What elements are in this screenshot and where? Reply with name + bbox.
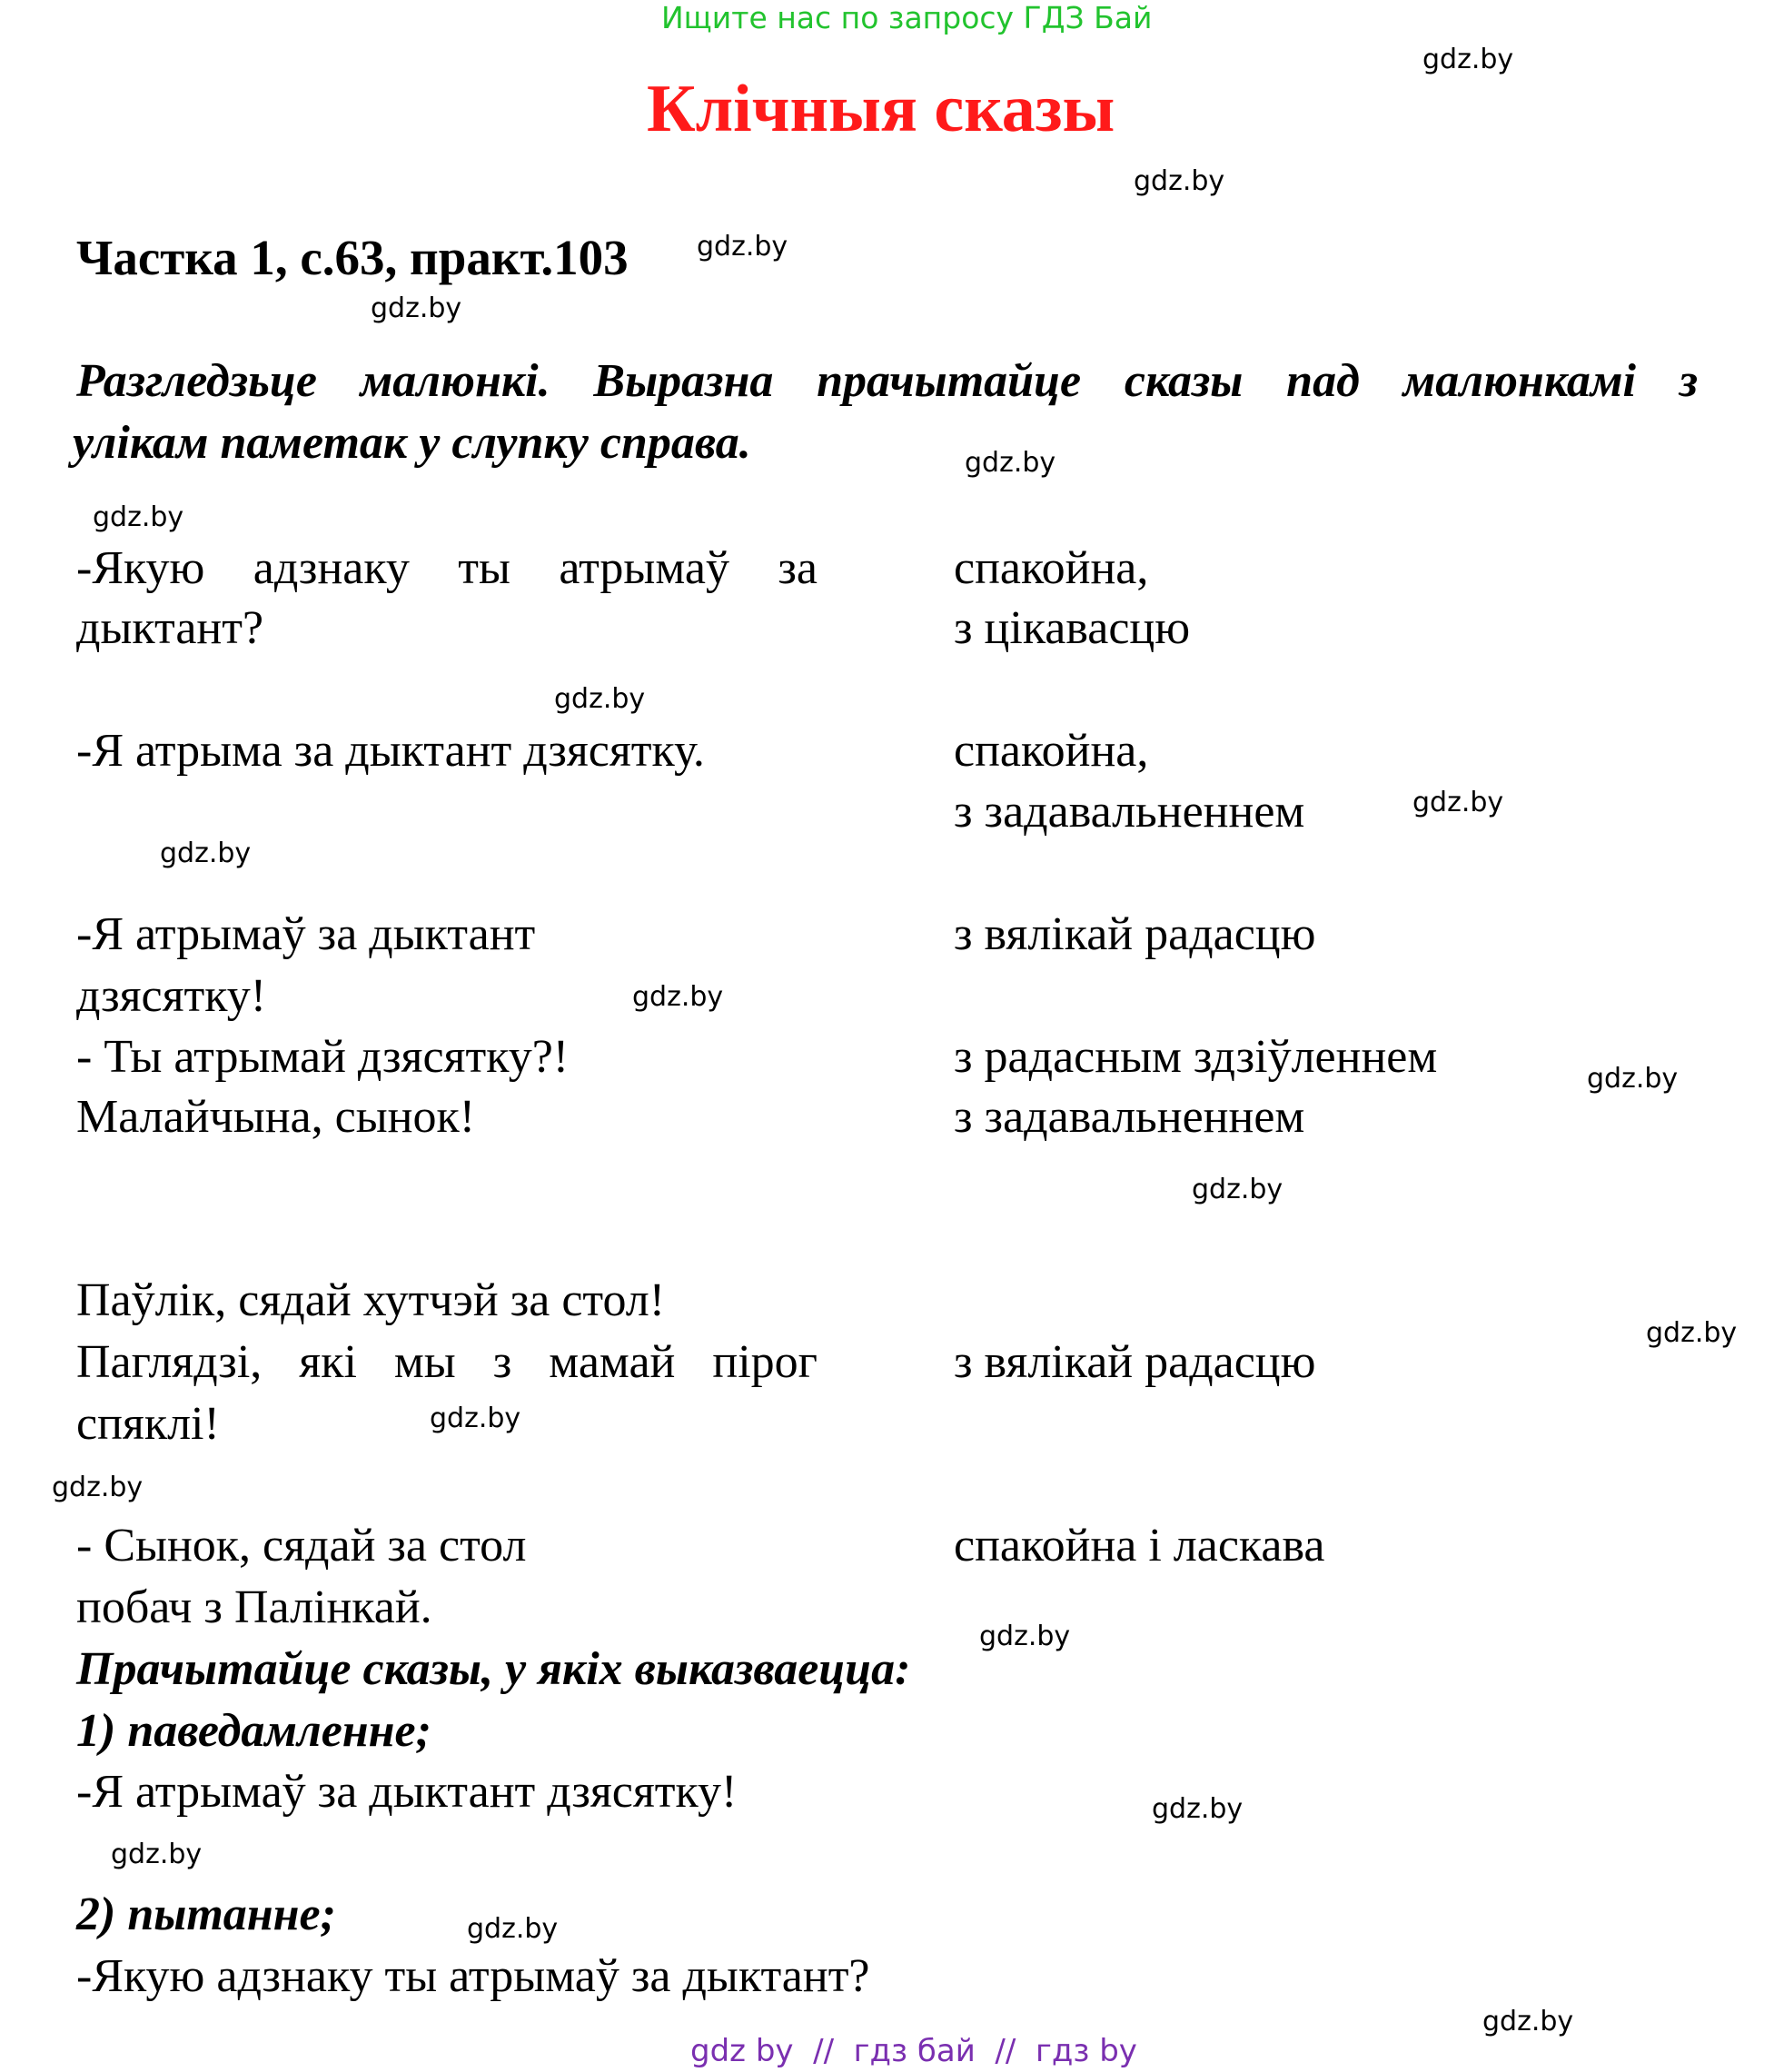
watermark: gdz.by xyxy=(979,1621,1071,1652)
task2-item1-label: 1) паведамленне; xyxy=(76,1705,431,1757)
watermark: gdz.by xyxy=(93,501,184,533)
top-banner: Ищите нас по запросу ГДЗ Бай xyxy=(661,0,1153,35)
dialogue-4-right-1: з радасным здзіўленнем xyxy=(954,1031,1438,1083)
watermark: gdz.by xyxy=(1482,2006,1574,2037)
watermark: gdz.by xyxy=(697,231,788,263)
dialogue-2-right-2: з задавальненнем xyxy=(954,786,1305,838)
watermark: gdz.by xyxy=(1422,44,1514,75)
task2-heading: Прачытайце сказы, у якіх выказваецца: xyxy=(76,1643,911,1695)
task2-item2-answer: -Якую адзнаку ты атрымаў за дыктант? xyxy=(76,1950,870,2002)
dialogue-1-right-2: з цікавасцю xyxy=(954,602,1191,654)
watermark: gdz.by xyxy=(160,838,252,869)
watermark: gdz.by xyxy=(554,683,646,715)
footer-links: gdz by // гдз бай // гдз by xyxy=(690,2033,1137,2069)
watermark: gdz.by xyxy=(467,1913,559,1945)
dialogue-6-left-2: побач з Палінкай. xyxy=(76,1581,432,1633)
dialogue-1-right-1: спакойна, xyxy=(954,542,1149,594)
watermark: gdz.by xyxy=(371,292,462,324)
dialogue-4-left-1: - Ты атрымай дзясятку?! xyxy=(76,1031,570,1083)
watermark: gdz.by xyxy=(1646,1317,1738,1349)
dialogue-3-right-1: з вялікай радасцю xyxy=(954,908,1316,960)
task2-item1-answer: -Я атрымаў за дыктант дзясятку! xyxy=(76,1766,738,1818)
task-line-1: Разгледзьце малюнкі. Выразна прачытайце сказы пад малюнкамі з xyxy=(76,355,1698,407)
part-heading: Частка 1, с.63, практ.103 xyxy=(76,230,629,285)
dialogue-3-left-2: дзясятку! xyxy=(76,970,267,1022)
dialogue-1-left-1: -Якую адзнаку ты атрымаў за xyxy=(76,542,818,594)
dialogue-5-left-3: спяклі! xyxy=(76,1398,220,1450)
task-line-2: улікам паметак у слупку справа. xyxy=(73,417,751,469)
dialogue-5-left-1: Паўлік, сядай хутчэй за стол! xyxy=(76,1274,666,1326)
watermark: gdz.by xyxy=(52,1472,144,1503)
watermark: gdz.by xyxy=(1192,1174,1283,1205)
watermark: gdz.by xyxy=(1152,1793,1244,1825)
dialogue-5-left-2: Паглядзі, які мы з мамай пірог xyxy=(76,1336,818,1388)
dialogue-2-left-1: -Я атрыма за дыктант дзясятку. xyxy=(76,725,705,777)
dialogue-5-right-1: з вялікай радасцю xyxy=(954,1336,1316,1388)
watermark: gdz.by xyxy=(1412,787,1504,818)
dialogue-4-left-2: Малайчына, сынок! xyxy=(76,1091,476,1143)
dialogue-1-left-2: дыктант? xyxy=(76,602,264,654)
watermark: gdz.by xyxy=(632,981,724,1013)
dialogue-2-right-1: спакойна, xyxy=(954,725,1149,777)
watermark: gdz.by xyxy=(111,1839,203,1870)
dialogue-6-right-1: спакойна і ласкава xyxy=(954,1520,1325,1571)
watermark: gdz.by xyxy=(1587,1063,1679,1095)
watermark: gdz.by xyxy=(430,1403,521,1434)
watermark: gdz.by xyxy=(1134,165,1225,197)
watermark: gdz.by xyxy=(965,447,1056,479)
dialogue-6-left-1: - Сынок, сядай за стол xyxy=(76,1520,527,1571)
dialogue-4-right-2: з задавальненнем xyxy=(954,1091,1305,1143)
dialogue-3-left-1: -Я атрымаў за дыктант xyxy=(76,908,536,960)
task2-item2-label: 2) пытанне; xyxy=(76,1889,336,1940)
page-title: Клічныя сказы xyxy=(647,72,1115,146)
